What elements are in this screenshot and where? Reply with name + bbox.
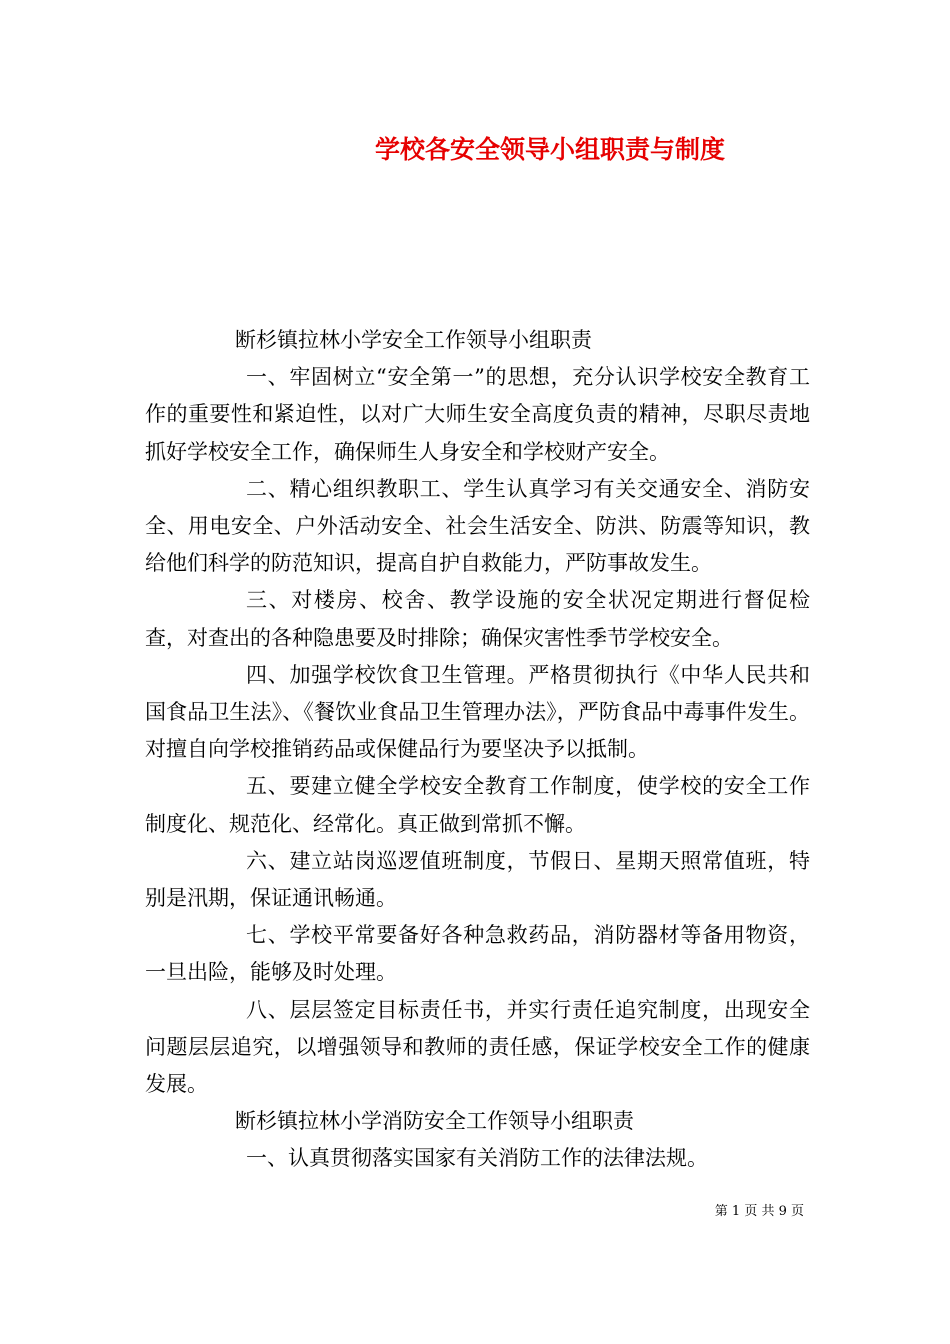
- document-body: [145, 322, 810, 1178]
- paragraph: 五、要建立健全学校安全教育工作制度，使学校的安全工作制度化、规范化、经常化。真正做到常抓不懈。: [145, 774, 810, 836]
- section-heading-safety: 断杉镇拉林小学安全工作领导小组职责: [235, 328, 592, 352]
- document-title: 学校各安全领导小组职责与制度: [374, 135, 725, 164]
- paragraph: 一、牢固树立“安全第一”的思想，充分认识学校安全教育工作的重要性和紧迫性，以对广大师生安全高度负责的精神，尽职尽责地抓好学校安全工作，确保师生人身安全和学校财产安全。: [145, 365, 810, 464]
- paragraph: 二、精心组织教职工、学生认真学习有关交通安全、消防安全、用电安全、户外活动安全、社会生活安全、防洪、防震等知识，教给他们科学的防范知识，提高自护自救能力，严防事故发生。: [145, 476, 810, 576]
- paragraph: 六、建立站岗巡逻值班制度，节假日、星期天照常值班，特别是汛期，保证通讯畅通。: [145, 848, 810, 911]
- paragraph: 八、层层签定目标责任书，并实行责任追究制度，出现安全问题层层追究，以增强领导和教师的责任感，保证学校安全工作的健康发展。: [145, 997, 810, 1097]
- paragraph: 四、加强学校饮食卫生管理。严格贯彻执行《中华人民共和国食品卫生法》、《餐饮业食品卫生管理办法》，严防食品中毒事件发生。对擅自向学校推销药品或保健品行为要坚决予以抵制。: [145, 662, 810, 762]
- section-heading-fire-safety: 断杉镇拉林小学消防安全工作领导小组职责: [235, 1109, 634, 1134]
- paragraph: 三、对楼房、校舍、教学设施的安全状况定期进行督促检查，对查出的各种隐患要及时排除；确保灾害性季节学校安全。: [145, 588, 810, 650]
- page-number: 第 1 页 共 9 页: [714, 1204, 804, 1219]
- paragraph: 一、认真贯彻落实国家有关消防工作的法律法规。: [246, 1146, 708, 1171]
- paragraph: 七、学校平常要备好各种急救药品，消防器材等备用物资，一旦出险，能够及时处理。: [145, 923, 810, 985]
